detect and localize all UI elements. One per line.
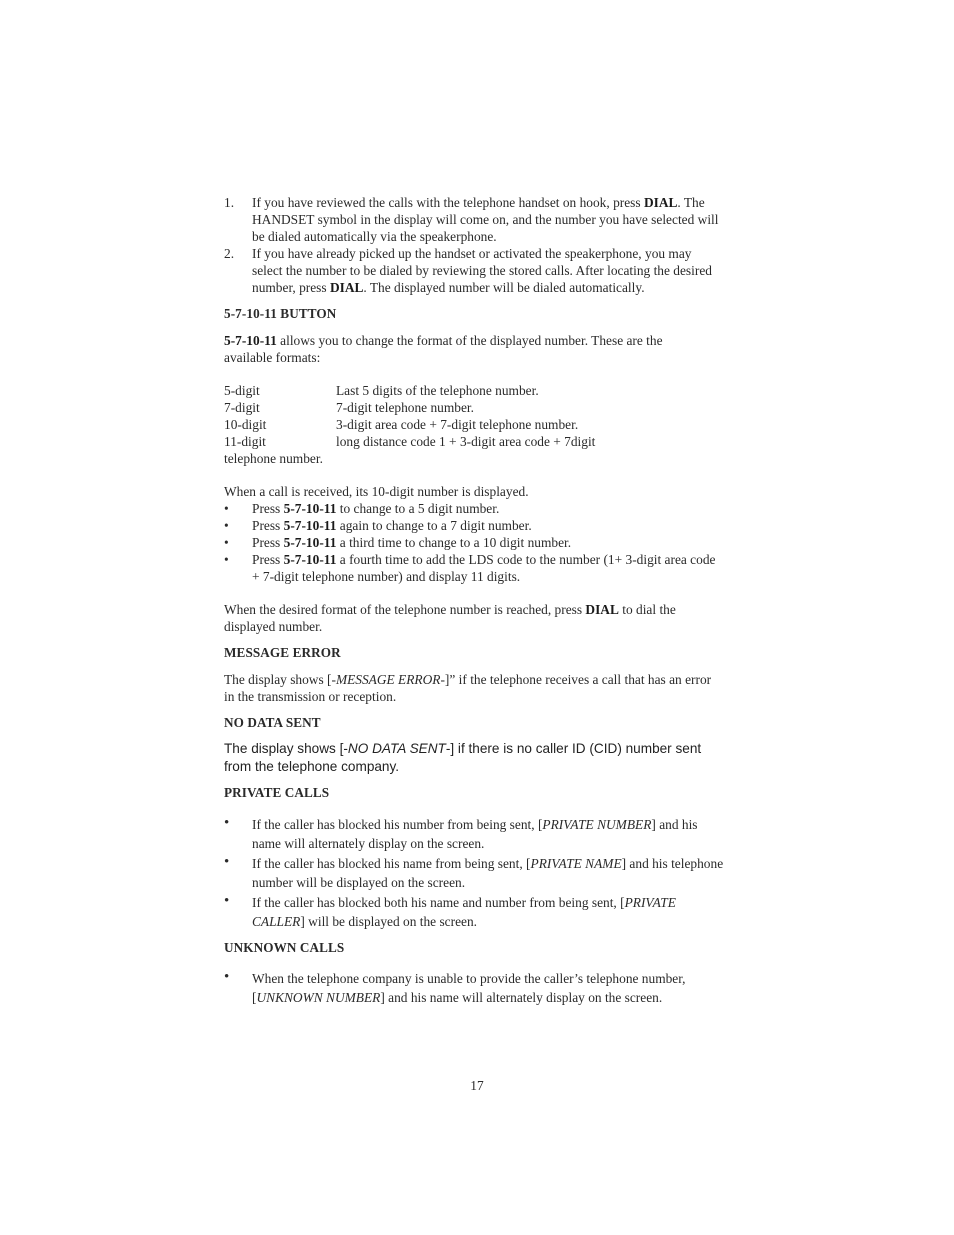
- unknown-list: [224, 969, 724, 1007]
- formats-table: [224, 382, 724, 467]
- page-number: 17: [470, 1078, 484, 1093]
- no-data-paragraph: The display shows [-NO DATA SENT-] if there is no caller ID (CID) number sent from the telephone company.: [224, 741, 702, 774]
- press-bullet: • Press 5-7-10-11 to change to a 5 digit number.: [224, 501, 500, 516]
- numbered-item-2: 2. If you have already picked up the handset or activated the speakerphone, you may select the number to be dialed by reviewing the stored calls. After locating the desired number, press DIAL. The displayed number will be dialed automatically.: [224, 246, 712, 295]
- private-bullet: • If the caller has blocked both his name and number from being sent, [PRIVATE CALLER] will be displayed on the screen.: [224, 893, 676, 929]
- received-intro: When a call is received, its 10-digit number is displayed.: [224, 484, 529, 499]
- message-error-heading: MESSAGE ERROR: [224, 645, 341, 660]
- format-row: 11-digit long distance code 1 + 3-digit area code + 7digit: [224, 434, 596, 449]
- format-row: 7-digit 7-digit telephone number.: [224, 400, 474, 415]
- dial-paragraph: When the desired format of the telephone number is reached, press DIAL to dial the displayed number.: [224, 602, 676, 634]
- item-marker: 2.: [224, 246, 235, 261]
- received-section: [224, 483, 724, 585]
- press-bullet: • Press 5-7-10-11 a third time to change to a 10 digit number.: [224, 535, 572, 550]
- press-bullet: • Press 5-7-10-11 a fourth time to add the LDS code to the number (1+ 3-digit area code + 7-digit telephone number) and display 11 digits.: [224, 552, 716, 584]
- button-intro: 5-7-10-11 allows you to change the format of the displayed number. These are the available formats:: [224, 333, 663, 365]
- format-row: 5-digit Last 5 digits of the telephone number.: [224, 383, 539, 398]
- numbered-item-1: 1. If you have reviewed the calls with the telephone handset on hook, press DIAL. The HANDSET symbol in the display will come on, and the number you have selected will be dialed automatically via the speakerphone.: [224, 195, 719, 244]
- no-data-heading: NO DATA SENT: [224, 715, 321, 730]
- private-heading: PRIVATE CALLS: [224, 785, 330, 800]
- private-list: [224, 815, 724, 931]
- unknown-heading: UNKNOWN CALLS: [224, 940, 345, 955]
- formats-tail: telephone number.: [224, 451, 323, 466]
- private-bullet: • If the caller has blocked his name from being sent, [PRIVATE NAME] and his telephone number will be displayed on the screen.: [224, 854, 724, 890]
- press-bullet: • Press 5-7-10-11 again to change to a 7 digit number.: [224, 518, 532, 533]
- item-marker: 1.: [224, 195, 235, 210]
- unknown-bullet: • When the telephone company is unable to provide the caller’s telephone number, [UNKNOWN NUMBER] and his name will alternately display on the screen.: [224, 969, 686, 1005]
- button-heading: 5-7-10-11 BUTTON: [224, 306, 337, 321]
- message-error-paragraph: The display shows [-MESSAGE ERROR-]” if the telephone receives a call that has an error in the transmission or reception.: [224, 672, 712, 704]
- numbered-list: [224, 194, 724, 296]
- format-row: 10-digit 3-digit area code + 7-digit telephone number.: [224, 417, 579, 432]
- private-bullet: • If the caller has blocked his number from being sent, [PRIVATE NUMBER] and his name will alternately display on the screen.: [224, 815, 698, 851]
